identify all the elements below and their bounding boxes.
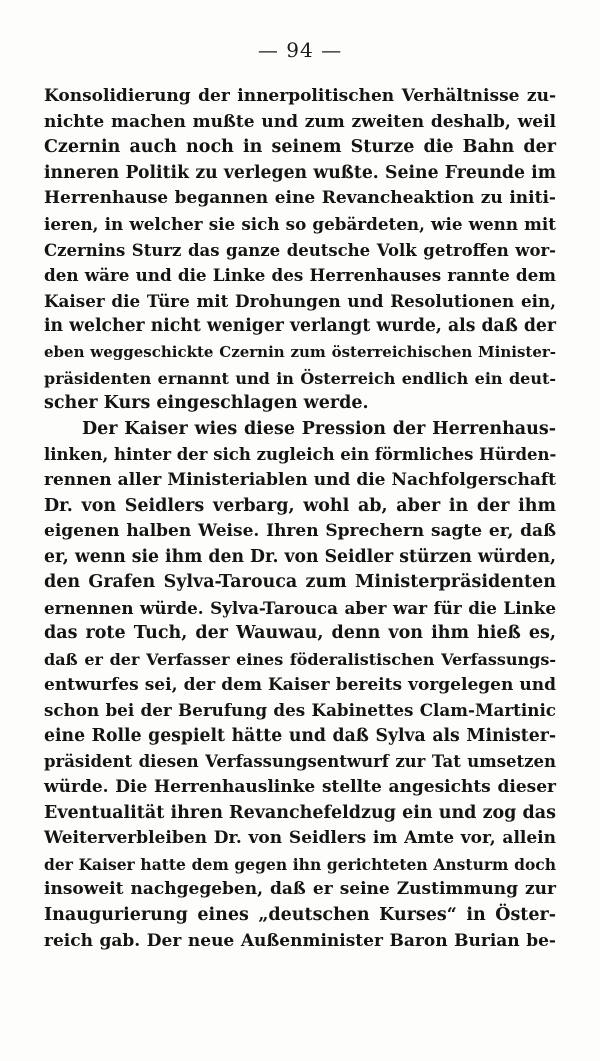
text-line: der Kaiser hatte dem gegen ihn gerichteten Ansturm doch <box>44 854 556 874</box>
text-line: scher Kurs eingeschlagen werde. <box>44 393 369 414</box>
text-line: Eventualität ihren Revanchefeldzug ein und zog das <box>44 802 556 823</box>
text-line: präsident diesen Verfassungsentwurf zur Tat umsetzen <box>44 752 556 772</box>
text-line: Der Kaiser wies diese Pression der Herrenhaus- <box>82 418 556 439</box>
text-line: schon bei der Berufung des Kabinettes Clam-Martinic <box>44 700 556 721</box>
text-line: präsidenten ernannt und in Österreich endlich ein deut- <box>44 368 556 388</box>
text-line: Czernin auch noch in seinem Sturze die Bahn der <box>44 137 556 158</box>
text-line: Kaiser die Türe mit Drohungen und Resolutionen ein, <box>44 290 556 311</box>
text-line: inneren Politik zu verlegen wußte. Seine Freunde im <box>44 162 556 183</box>
text-line: Inaugurierung eines „deutschen Kurses“ in Öster- <box>44 905 556 925</box>
text-line: reich gab. Der neue Außenminister Baron Burian be- <box>44 930 556 951</box>
text-line: Weiterverbleiben Dr. von Seidlers im Amte vor, allein <box>44 828 556 849</box>
text-line: er, wenn sie ihm den Dr. von Seidler stürzen würden, <box>44 546 556 567</box>
text-line: linken, hinter der sich zugleich ein förmliches Hürden- <box>44 445 557 465</box>
page-number: — 94 — <box>257 38 343 62</box>
text-line: den wäre und die Linke des Herrenhauses rannte dem <box>44 265 556 286</box>
text-line: das rote Tuch, der Wauwau, denn von ihm hieß es, <box>44 623 556 644</box>
text-line: ernennen würde. Sylva-Tarouca aber war für die Linke <box>44 597 556 618</box>
text-line: Herrenhause begannen eine Revancheaktion zu initi- <box>44 188 556 209</box>
text-line: entwurfes sei, der dem Kaiser bereits vorgelegen und <box>44 674 556 695</box>
text-line: nichte machen mußte und zum zweiten deshalb, weil <box>44 111 556 132</box>
text-line: Czernins Sturz das ganze deutsche Volk getroffen wor- <box>44 240 556 260</box>
text-line: den Grafen Sylva-Tarouca zum Ministerpräsidenten <box>44 572 556 593</box>
text-line: daß er der Verfasser eines föderalistischen Verfassungs- <box>44 650 556 670</box>
paragraph <box>44 417 556 954</box>
text-line: Konsolidierung der innerpolitischen Verhältnisse zu- <box>44 86 556 106</box>
text-line: eigenen halben Weise. Ihren Sprechern sagte er, daß <box>44 521 556 542</box>
text-line: ieren, in welcher sie sich so gebärdeten, wie wenn mit <box>44 213 556 234</box>
text-line: insoweit nachgegeben, daß er seine Zustimmung zur <box>44 879 556 900</box>
text-line: rennen aller Ministeriablen und die Nachfolgerschaft <box>44 469 556 490</box>
paragraph <box>44 84 556 417</box>
text-line: würde. Die Herrenhauslinke stellte angesichts dieser <box>44 777 556 798</box>
text-line: in welcher nicht weniger verlangt wurde, als daß der <box>44 316 556 337</box>
text-line: Dr. von Seidlers verbarg, wohl ab, aber in der ihm <box>44 495 556 516</box>
text-line: eine Rolle gespielt hätte und daß Sylva als Minister- <box>44 725 556 746</box>
text-line: eben weggeschickte Czernin zum österreichischen Minister- <box>44 342 556 361</box>
body-text <box>44 84 556 954</box>
